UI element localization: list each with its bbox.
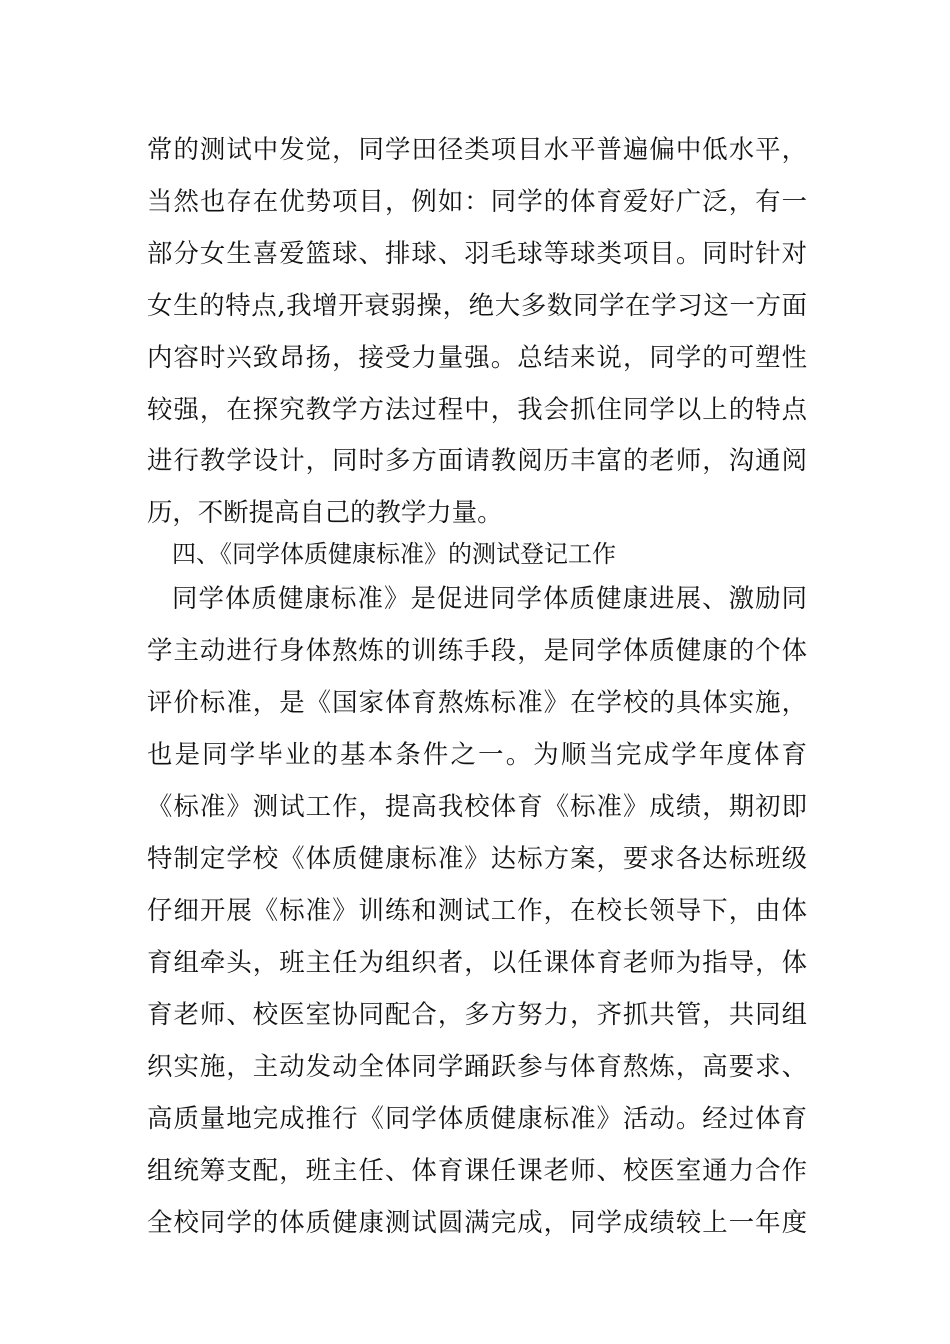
paragraph-line: 部分女生喜爱篮球、排球、羽毛球等球类项目。同时针对 [147, 238, 807, 268]
paragraph-line: 女生的特点,我增开衰弱操，绝大多数同学在学习这一方面 [147, 290, 807, 320]
paragraph-line: 全校同学的体质健康测试圆满完成，同学成绩较上一年度 [147, 1207, 807, 1237]
paragraph-line: 常的测试中发觉，同学田径类项目水平普遍偏中低水平， [147, 134, 807, 164]
paragraph-line: 织实施，主动发动全体同学踊跃参与体育熬炼，高要求、 [147, 1051, 807, 1081]
section-heading: 四、《同学体质健康标准》的测试登记工作 [172, 540, 616, 568]
paragraph-line: 仔细开展《标准》训练和测试工作，在校长领导下，由体 [147, 895, 807, 925]
paragraph-line: 也是同学毕业的基本条件之一。为顺当完成学年度体育 [147, 739, 807, 769]
paragraph-line: 高质量地完成推行《同学体质健康标准》活动。经过体育 [147, 1103, 807, 1133]
paragraph-line: 较强，在探究教学方法过程中，我会抓住同学以上的特点 [147, 394, 807, 424]
paragraph-line: 《标准》测试工作，提高我校体育《标准》成绩，期初即 [147, 791, 807, 821]
paragraph-line: 内容时兴致昂扬，接受力量强。总结来说，同学的可塑性 [147, 342, 807, 372]
paragraph-line: 进行教学设计，同时多方面请教阅历丰富的老师，沟通阅 [147, 445, 807, 475]
paragraph-line: 育老师、校医室协同配合，多方努力，齐抓共管，共同组 [147, 999, 807, 1029]
paragraph-line: 评价标准，是《国家体育熬炼标准》在学校的具体实施， [147, 687, 807, 717]
paragraph-line: 育组牵头，班主任为组织者，以任课体育老师为指导，体 [147, 947, 807, 977]
paragraph-line: 同学体质健康标准》是促进同学体质健康进展、激励同 [172, 583, 807, 613]
paragraph-line: 当然也存在优势项目，例如：同学的体育爱好广泛，有一 [147, 186, 807, 216]
paragraph-line: 学主动进行身体熬炼的训练手段，是同学体质健康的个体 [147, 635, 807, 665]
paragraph-line: 特制定学校《体质健康标准》达标方案，要求各达标班级 [147, 843, 807, 873]
paragraph-line: 历，不断提高自己的教学力量。 [147, 497, 503, 527]
paragraph-line: 组统筹支配，班主任、体育课任课老师、校医室通力合作 [147, 1155, 807, 1185]
